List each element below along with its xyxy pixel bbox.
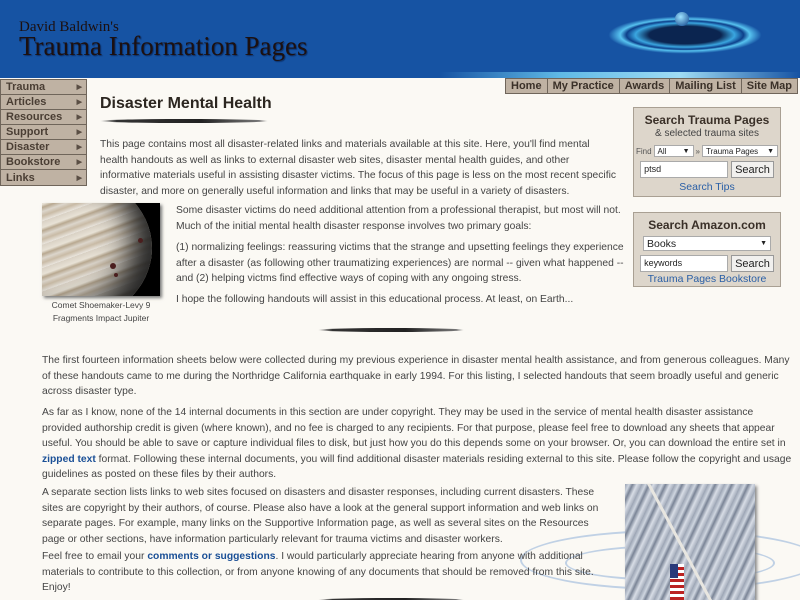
sidenav-item-bookstore[interactable] <box>1 155 86 170</box>
site-header <box>0 0 800 78</box>
amazon-search-button[interactable]: Search <box>731 255 774 272</box>
topnav-mailing-list[interactable]: Mailing List <box>669 79 741 93</box>
american-flag-icon <box>670 564 684 600</box>
topnav-awards[interactable]: Awards <box>619 79 670 93</box>
water-drop-icon <box>675 12 689 26</box>
search-box-title: Search Trauma Pages <box>644 113 770 127</box>
feedback-text-continued: . I would particularly appreciate hearing from anyone with additional materials to contribute to this collection, or from anyone knowing of any documents that should be removed from this site. Enjoy! <box>42 551 594 593</box>
chevron-down-icon: ▼ <box>767 147 774 155</box>
amazon-category-select[interactable] <box>643 236 771 251</box>
intro-paragraph: This page contains most all disaster-related links and materials available at this site. Here, you'll find mental health handouts as well as links to external disaster web sites, disaster mental health guides, and other informative materials useful in assisting disaster victims. The focus of this page is less on the most recent specific disaster, and more on generally useful information and links that may be useful in a variety of disasters. <box>100 139 617 197</box>
sidenav-item-disaster[interactable] <box>1 140 86 155</box>
sidenav-item-trauma[interactable] <box>1 80 86 95</box>
copyright-text: As far as I know, none of the 14 internal documents in this section are under copyright. They may be used in the service of mental health disaster assistance provided authorship credit is given (where known), and no fee is charged to any recipients. For that purpose, please feel free to download any sheets that appear useful. You should be able to save or capture individual files to disk, but just how you do this depends some on your browser. Or, you can download the entire set in <box>42 407 786 449</box>
sidenav-item-label: Support <box>6 126 49 138</box>
sidenav-item-articles[interactable] <box>1 95 86 110</box>
caption-line-1: Comet Shoemaker-Levy 9 <box>51 300 151 310</box>
triangle-right-icon: ▶ <box>76 99 82 106</box>
brand-author: David Baldwin's <box>19 19 119 35</box>
side-navigation <box>0 79 87 186</box>
sidenav-item-label: Articles <box>6 96 47 108</box>
comments-suggestions-link[interactable]: comments or suggestions <box>147 551 276 562</box>
trauma-pages-bookstore-link[interactable]: Trauma Pages Bookstore <box>647 273 767 285</box>
triangle-right-icon: ▶ <box>76 144 82 151</box>
jupiter-comet-impact-image <box>42 203 160 296</box>
topnav-site-map[interactable]: Site Map <box>741 79 797 93</box>
amazon-box-title: Search Amazon.com <box>648 218 766 232</box>
copyright-paragraph <box>42 405 792 483</box>
title-divider-swoosh <box>100 119 268 123</box>
sidenav-item-resources[interactable] <box>1 110 86 125</box>
ground-zero-flag-image <box>625 484 755 600</box>
page-title: Disaster Mental Health <box>100 95 272 112</box>
zipped-text-link[interactable]: zipped text <box>42 453 96 465</box>
sidenav-item-support[interactable] <box>1 125 86 140</box>
triangle-right-icon: ▶ <box>76 84 82 91</box>
find-label: Find <box>635 146 652 156</box>
sidenav-item-label: Trauma <box>6 81 46 93</box>
image-caption <box>42 299 160 325</box>
search-scope-value: Trauma Pages <box>706 146 759 156</box>
amazon-category-value: Books <box>647 237 677 250</box>
handouts-hope-paragraph: I hope the following handouts will assist in this educational process. At least, on Earth... <box>176 294 574 305</box>
triangle-right-icon: ▶ <box>76 129 82 136</box>
amazon-keywords-input[interactable]: keywords <box>640 255 728 272</box>
external-links-paragraph: A separate section lists links to web sites focused on disasters and disaster responses, including current disasters. These sites are copyright by their authors, of course. Please also have a look at the general support information and web links on separate pages. For example, many links on the Supportive Information page, as well as several sites on the Resources page or other sections, have information particularly relevant for trauma victims and disaster workers. <box>42 487 599 545</box>
sidenav-item-label: Links <box>6 171 35 184</box>
search-trauma-pages-box <box>633 107 781 197</box>
triangle-right-icon: ▶ <box>76 174 82 182</box>
sidenav-item-label: Disaster <box>6 141 50 153</box>
information-sheets-paragraph: The first fourteen information sheets below were collected during my previous experience in disaster mental health assistance, and from generous colleagues. Many of these handouts came to me during the Northridge California earthquake in early 1994. For this listing, I selected handouts that seem broadly useful and generic across disaster type. <box>42 355 790 397</box>
topnav-home[interactable]: Home <box>506 79 547 93</box>
find-type-select[interactable] <box>654 145 694 157</box>
feedback-text: Feel free to email your <box>42 551 148 562</box>
topnav-my-practice[interactable]: My Practice <box>547 79 619 93</box>
search-tips-link[interactable]: Search Tips <box>679 181 735 193</box>
sidenav-item-label: Resources <box>6 111 63 123</box>
chevron-down-icon: ▼ <box>682 147 690 155</box>
find-type-value: All <box>657 146 667 156</box>
top-navigation <box>505 78 798 94</box>
therapist-paragraph: Some disaster victims do need additional attention from a professional therapist, but most will not. Much of the initial mental health disaster response involves two primary goals: <box>176 205 621 232</box>
sidenav-item-label: Bookstore <box>6 156 61 168</box>
chevron-down-icon: ▼ <box>760 240 767 247</box>
section-divider-swoosh <box>318 328 464 332</box>
triangle-right-icon: ▶ <box>76 114 82 121</box>
search-amazon-box <box>633 212 781 287</box>
search-scope-select[interactable] <box>702 145 778 157</box>
brand-logo-title[interactable]: Trauma Information Pages <box>19 31 308 61</box>
feedback-paragraph <box>42 549 602 596</box>
goals-paragraph: (1) normalizing feelings: reassuring victims that the strange and upsetting feelings they experience after a disaster (as following other traumatizing experiences) are normal -- given what happened -- and (2) helping victms find effective ways of coping with any ongoing stress. <box>176 242 624 284</box>
copyright-text-continued: format. Following these internal documents, you will find additional disaster materials residing external to this site. Please follow the copyright and usage guidelines as posted on these files by their authors. <box>42 453 792 480</box>
sidenav-item-links[interactable] <box>1 170 86 185</box>
search-box-subtitle: & selected trauma sites <box>655 128 759 139</box>
trauma-search-input[interactable]: ptsd <box>640 161 728 178</box>
caption-line-2: Fragments Impact Jupiter <box>52 313 150 323</box>
trauma-search-button[interactable]: Search <box>731 161 774 178</box>
scope-separator: » <box>695 146 700 156</box>
water-drop-banner-image <box>570 0 800 78</box>
triangle-right-icon: ▶ <box>76 159 82 166</box>
